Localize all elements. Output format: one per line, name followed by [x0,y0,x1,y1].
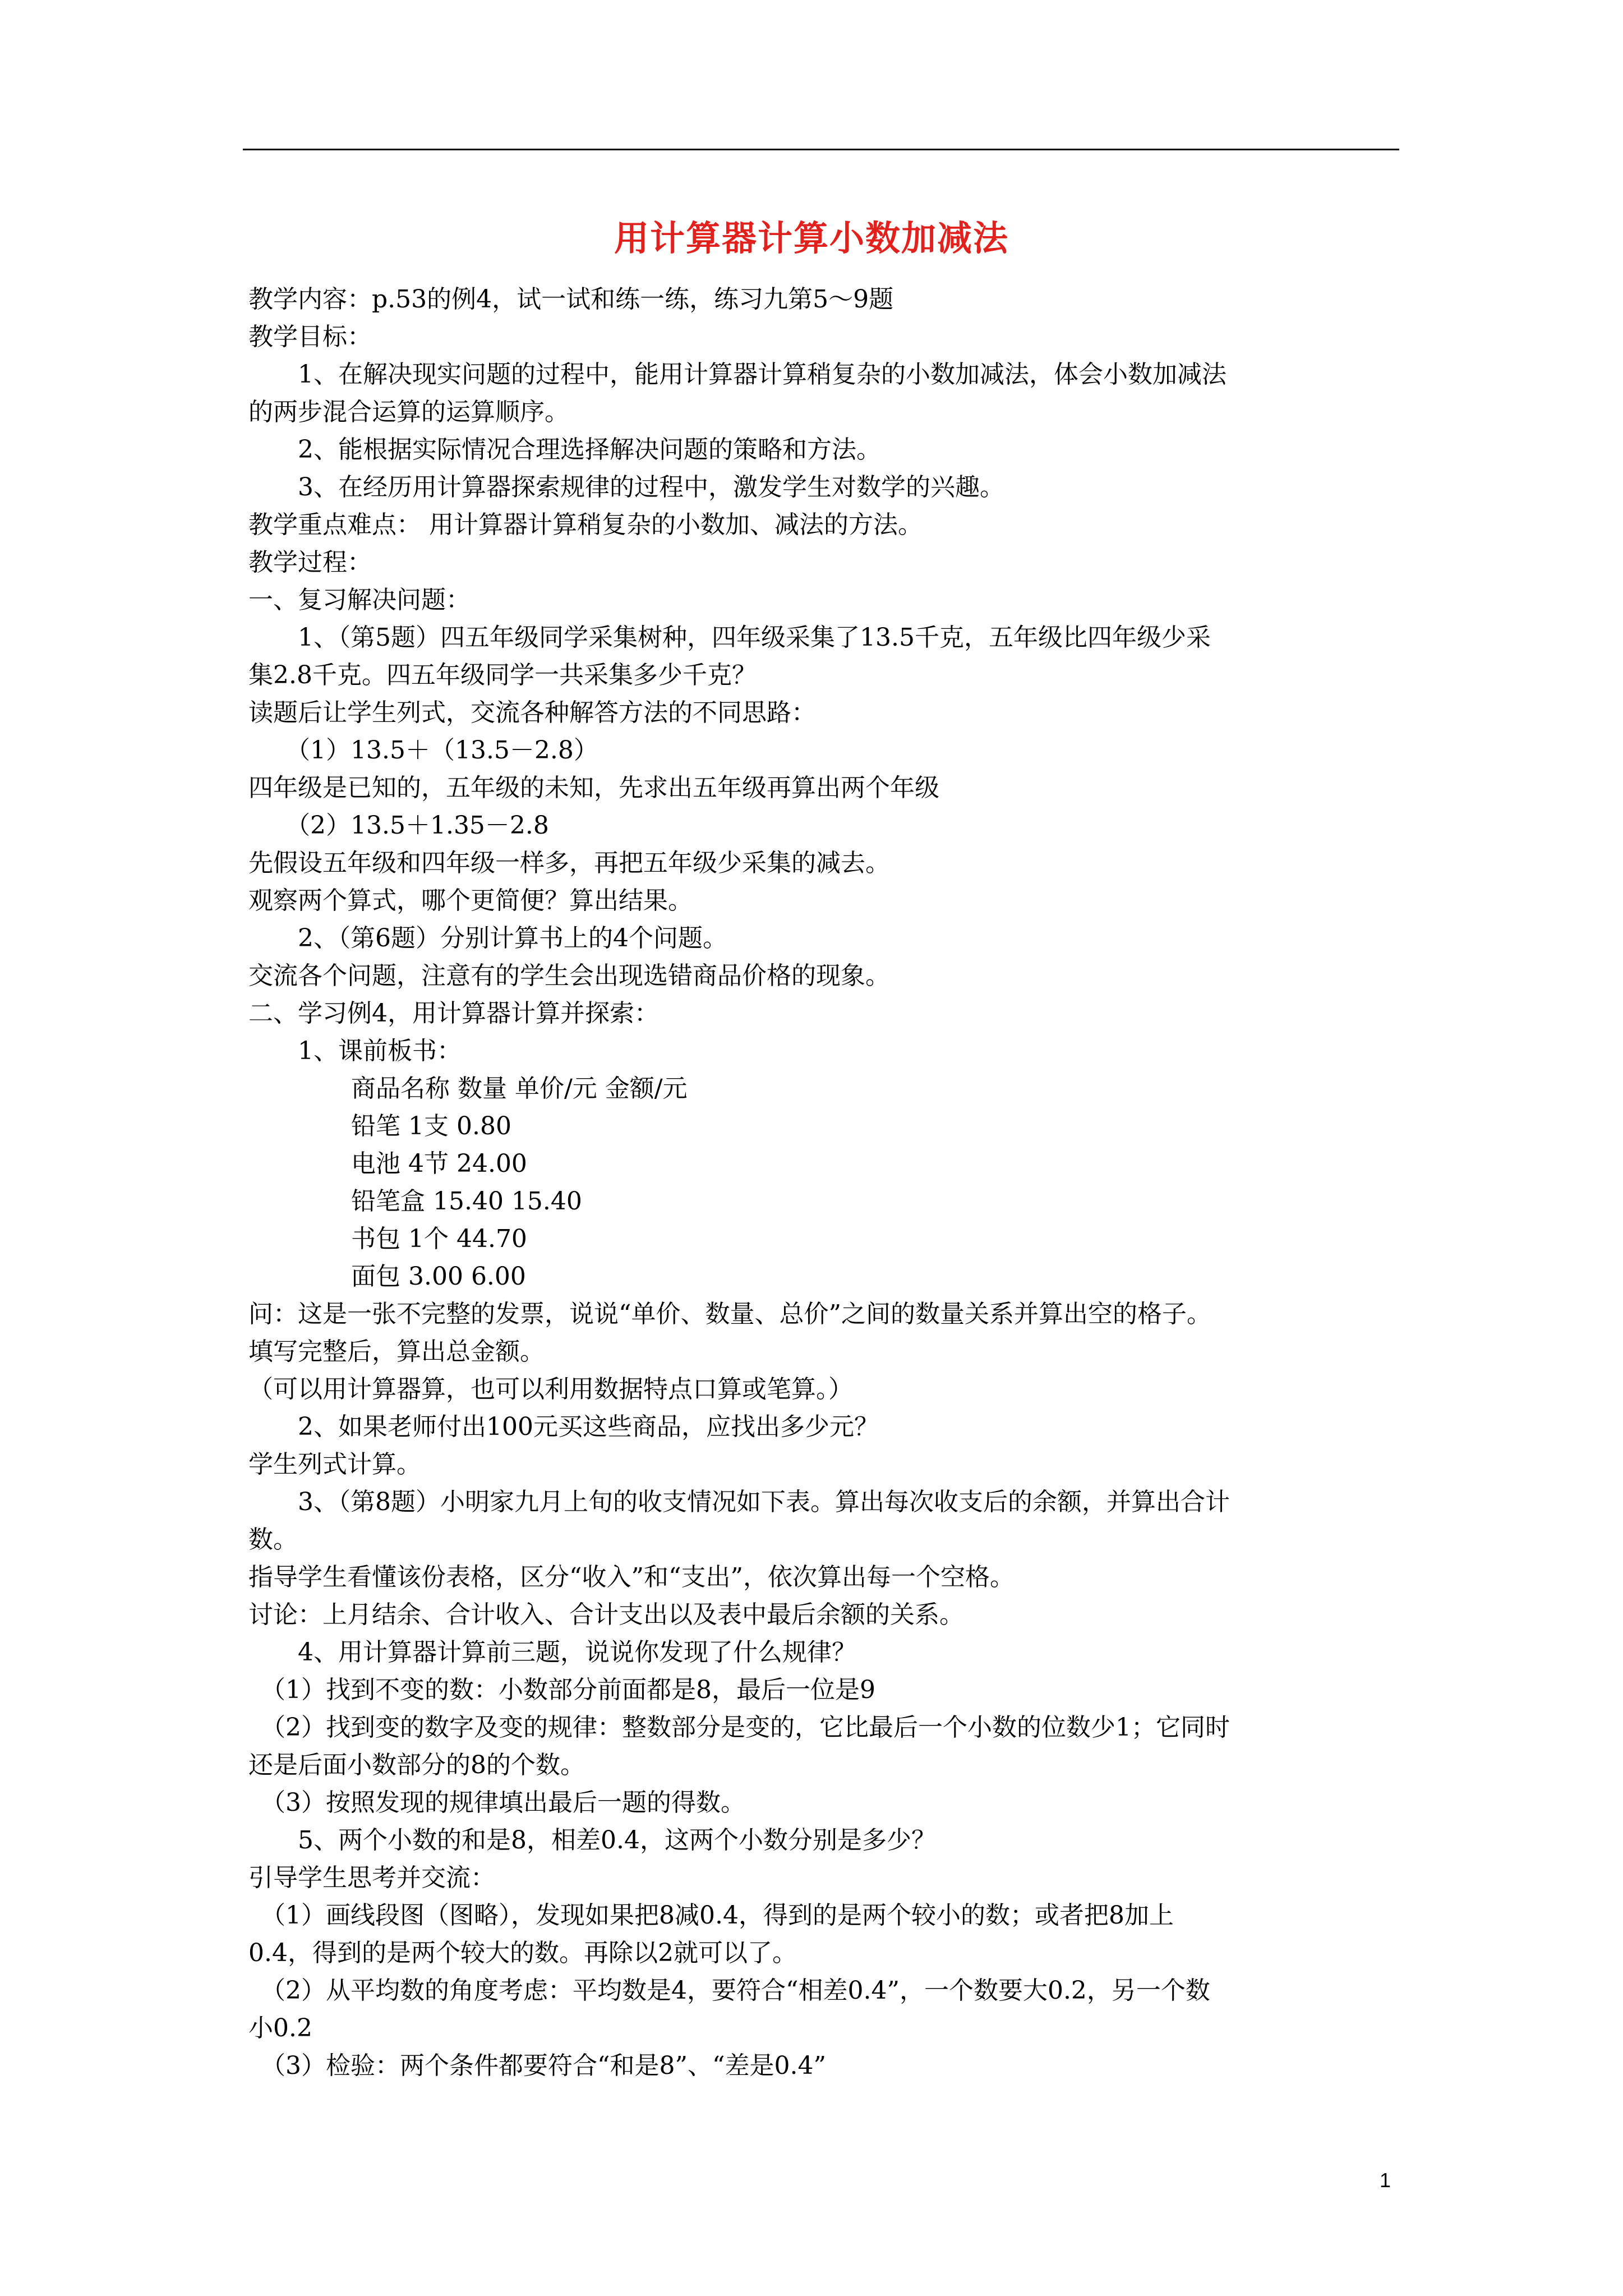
sub-point-line: （3）按照发现的规律填出最后一题的得数。 [261,1788,745,1817]
invoice-row: 铅笔盒 15.40 15.40 [351,1187,582,1216]
sub-point-line: （2）找到变的数字及变的规律：整数部分是变的，它比最后一个小数的位数少1；它同时 [261,1713,1230,1742]
paragraph-line: （可以用计算器算，也可以利用数据特点口算或笔算。） [248,1375,853,1404]
goal-3-line: 3、在经历用计算器探索规律的过程中，激发学生对数学的兴趣。 [298,473,1004,501]
paragraph-line: 先假设五年级和四年级一样多，再把五年级少采集的减去。 [248,849,890,877]
sub-point-continued: 小0.2 [248,2014,312,2042]
invoice-header-row: 商品名称 数量 单价/元 金额/元 [351,1074,688,1103]
teaching-process-heading: 教学过程： [248,548,372,577]
section-2-heading: 二、学习例4，用计算器计算并探索： [248,999,659,1028]
blackboard-heading: 1、课前板书： [298,1037,462,1065]
teaching-content-line: 教学内容：p.53的例4，试一试和练一练，练习九第5～9题 [248,285,894,314]
paragraph-line: 读题后让学生列式，交流各种解答方法的不同思路： [248,698,816,727]
paragraph-line: 指导学生看懂该份表格，区分“收入”和“支出”，依次算出每一个空格。 [248,1563,1015,1591]
invoice-row: 铅笔 1支 0.80 [351,1112,511,1140]
section-1-heading: 一、复习解决问题： [248,586,471,614]
goal-1-continued: 的两步混合运算的运算顺序。 [248,398,569,426]
sub-point-line: （3）检验：两个条件都要符合“和是8”、“差是0.4” [261,2051,826,2080]
key-points-line: 教学重点难点： 用计算器计算稍复杂的小数加、减法的方法。 [248,510,923,539]
paragraph-line: 学生列式计算。 [248,1450,421,1479]
invoice-row: 书包 1个 44.70 [351,1225,527,1253]
teaching-goals-heading: 教学目标： [248,323,372,351]
sub-point-line: （1）找到不变的数：小数部分前面都是8，最后一位是9 [261,1676,875,1704]
sub-point-line: （2）从平均数的角度考虑：平均数是4，要符合“相差0.4”，一个数要大0.2，另一个数 [261,1976,1210,2005]
problem-5-line: 1、（第5题）四五年级同学采集树种，四年级采集了13.5千克，五年级比四年级少采 [298,623,1211,652]
paragraph-line: 四年级是已知的，五年级的未知，先求出五年级再算出两个年级 [248,774,939,802]
paragraph-line: 交流各个问题，注意有的学生会出现选错商品价格的现象。 [248,961,890,990]
question-4-line: 4、用计算器计算前三题，说说你发现了什么规律？ [298,1638,856,1667]
goal-2-line: 2、能根据实际情况合理选择解决问题的策略和方法。 [298,435,881,464]
sub-point-continued: 0.4，得到的是两个较大的数。再除以2就可以了。 [248,1939,797,1967]
question-5-line: 5、两个小数的和是8，相差0.4，这两个小数分别是多少？ [298,1826,936,1855]
formula-1-line: （1）13.5＋（13.5－2.8） [285,736,598,765]
paragraph-line: 讨论：上月结余、合计收入、合计支出以及表中最后余额的关系。 [248,1600,964,1629]
problem-8-continued: 数。 [248,1525,298,1554]
paragraph-line: 填写完整后，算出总金额。 [248,1337,545,1366]
paragraph-line: 问：这是一张不完整的发票，说说“单价、数量、总价”之间的数量关系并算出空的格子。 [248,1300,1211,1328]
sub-point-continued: 还是后面小数部分的8的个数。 [248,1751,585,1779]
invoice-row: 电池 4节 24.00 [351,1149,527,1178]
invoice-row: 面包 3.00 6.00 [351,1262,526,1291]
header-rule [243,149,1399,150]
problem-6-line: 2、（第6题）分别计算书上的4个问题。 [298,924,727,953]
paragraph-line: 引导学生思考并交流： [248,1864,495,1892]
sub-point-line: （1）画线段图（图略），发现如果把8减0.4，得到的是两个较小的数；或者把8加上 [261,1901,1174,1930]
paragraph-line: 观察两个算式，哪个更简便？算出结果。 [248,886,693,915]
page-number: 1 [1379,2169,1391,2192]
question-2-line: 2、如果老师付出100元买这些商品，应找出多少元？ [298,1412,879,1441]
formula-2-line: （2）13.5＋1.35－2.8 [285,811,549,840]
document-title: 用计算器计算小数加减法 [614,218,1009,259]
problem-5-continued: 集2.8千克。四五年级同学一共采集多少千克？ [248,661,757,689]
document-body [248,280,1393,2085]
problem-8-line: 3、（第8题）小明家九月上旬的收支情况如下表。算出每次收支后的余额，并算出合计 [298,1488,1230,1516]
goal-1-line: 1、在解决现实问题的过程中，能用计算器计算稍复杂的小数加减法，体会小数加减法 [298,360,1227,389]
